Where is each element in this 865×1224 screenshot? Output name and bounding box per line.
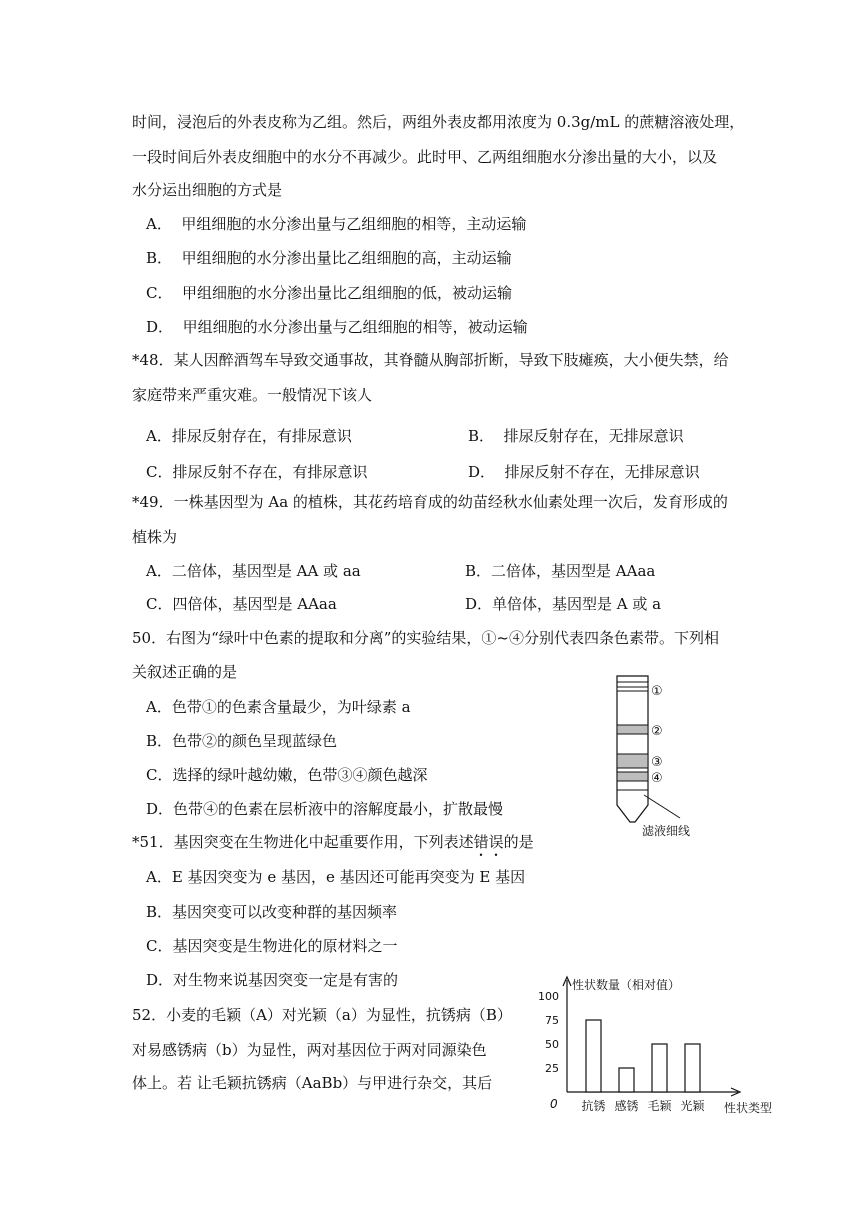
band-label-2: ② (651, 724, 663, 739)
q49-line-2: 植株为 (132, 528, 178, 546)
q51-option-d: D．对生物来说基因突变一定是有害的 (146, 971, 399, 989)
band-4 (617, 772, 648, 781)
q47-line-1: 时间，浸泡后的外表皮称为乙组。然后，两组外表皮都用浓度为 0.3g/mL 的蔗糖溶液处理， (132, 113, 745, 131)
filtrate-line-label: 滤液细线 (642, 824, 691, 838)
q49-option-c: C．四倍体，基因型是 AAaa (146, 595, 337, 613)
band-label-1: ① (651, 684, 663, 699)
y-tick-label: 100 (538, 990, 559, 1003)
q50-line-1: 50．右图为“绿叶中色素的提取和分离”的实验结果，①~④分别代表四条色素带。下列相 (132, 629, 719, 647)
q51-option-a: A．E 基因突变为 e 基因，e 基因还可能再突变为 E 基因 (146, 868, 526, 886)
q49-option-a: A．二倍体，基因型是 AA 或 aa (146, 562, 361, 580)
q48-option-d: D． 排尿反射不存在，无排尿意识 (468, 463, 700, 481)
q50-option-c: C．选择的绿叶越幼嫩，色带③④颜色越深 (146, 766, 428, 784)
chromatography-figure (600, 672, 720, 842)
q49-line-1: *49．一株基因型为 Aa 的植株，其花药培育成的幼苗经秋水仙素处理一次后，发育形成的 (132, 493, 728, 511)
origin-label: 0 (550, 1097, 558, 1111)
q48-option-b: B． 排尿反射存在，无排尿意识 (468, 427, 684, 445)
trait-bar-chart (528, 972, 788, 1122)
q50-option-d: D．色带④的色素在层析液中的溶解度最小，扩散最慢 (146, 800, 504, 818)
x-tick-label: 抗锈 (581, 1099, 606, 1113)
pointer-line (644, 795, 680, 818)
y-tick-label: 25 (545, 1062, 559, 1075)
q47-option-d: D． 甲组细胞的水分渗出量与乙组细胞的相等，被动运输 (146, 318, 528, 336)
q50-line-2: 关叙述正确的是 (132, 663, 238, 681)
q50-option-b: B．色带②的颜色呈现蓝绿色 (146, 732, 338, 750)
q52-line-1: 52．小麦的毛颖（A）对光颖（a）为显性，抗锈病（B） (132, 1006, 512, 1024)
q47-option-b: B． 甲组细胞的水分渗出量比乙组细胞的高，主动运输 (146, 249, 512, 267)
q52-line-2: 对易感锈病（b）为显性，两对基因位于两对同源染色 (132, 1041, 487, 1059)
q51-option-b: B．基因突变可以改变种群的基因频率 (146, 903, 398, 921)
q47-option-a: A． 甲组细胞的水分渗出量与乙组细胞的相等，主动运输 (146, 215, 527, 233)
bar-2 (652, 1044, 667, 1092)
band-label-4: ④ (651, 771, 663, 786)
q47-option-c: C． 甲组细胞的水分渗出量比乙组细胞的低，被动运输 (146, 284, 513, 302)
q47-line-3: 水分运出细胞的方式是 (132, 181, 283, 199)
x-tick-label: 毛颖 (647, 1099, 672, 1113)
y-tick-label: 75 (545, 1014, 559, 1027)
q48-option-c: C．排尿反射不存在，有排尿意识 (146, 463, 368, 481)
x-axis-label: 性状类型 (724, 1101, 773, 1115)
q52-line-3: 体上。若 让毛颖抗锈病（AaBb）与甲进行杂交，其后 (132, 1074, 493, 1092)
band-label-3: ③ (651, 755, 663, 770)
x-tick-label: 光颖 (680, 1099, 705, 1113)
bar-0 (586, 1020, 601, 1092)
q51-line-1: *51．基因突变在生物进化中起重要作用，下列表述错误的是 (132, 833, 534, 851)
x-tick-label: 感锈 (614, 1099, 639, 1113)
bar-3 (685, 1044, 700, 1092)
q51-option-c: C．基因突变是生物进化的原材料之一 (146, 937, 398, 955)
q49-option-d: D．单倍体，基因型是 A 或 a (465, 595, 662, 613)
y-axis-label: 性状数量（相对值） (572, 978, 681, 992)
q47-line-2: 一段时间后外表皮细胞中的水分不再减少。此时甲、乙两组细胞水分渗出量的大小，以及 (132, 148, 718, 166)
bar-1 (619, 1068, 634, 1092)
filter-paper-strip (617, 676, 648, 822)
band-3 (617, 754, 648, 768)
band-1 (617, 687, 648, 691)
q50-option-a: A．色带①的色素含量最少，为叶绿素 a (146, 698, 411, 716)
q48-option-a: A．排尿反射存在，有排尿意识 (146, 427, 352, 445)
q48-line-1: *48．某人因醉酒驾车导致交通事故，其脊髓从胸部折断，导致下肢瘫痪，大小便失禁，给 (132, 351, 729, 369)
q48-line-2: 家庭带来严重灾难。一般情况下该人 (132, 386, 373, 404)
band-2 (617, 725, 648, 734)
q49-option-b: B．二倍体，基因型是 AAaa (465, 562, 656, 580)
y-tick-label: 50 (545, 1038, 559, 1051)
